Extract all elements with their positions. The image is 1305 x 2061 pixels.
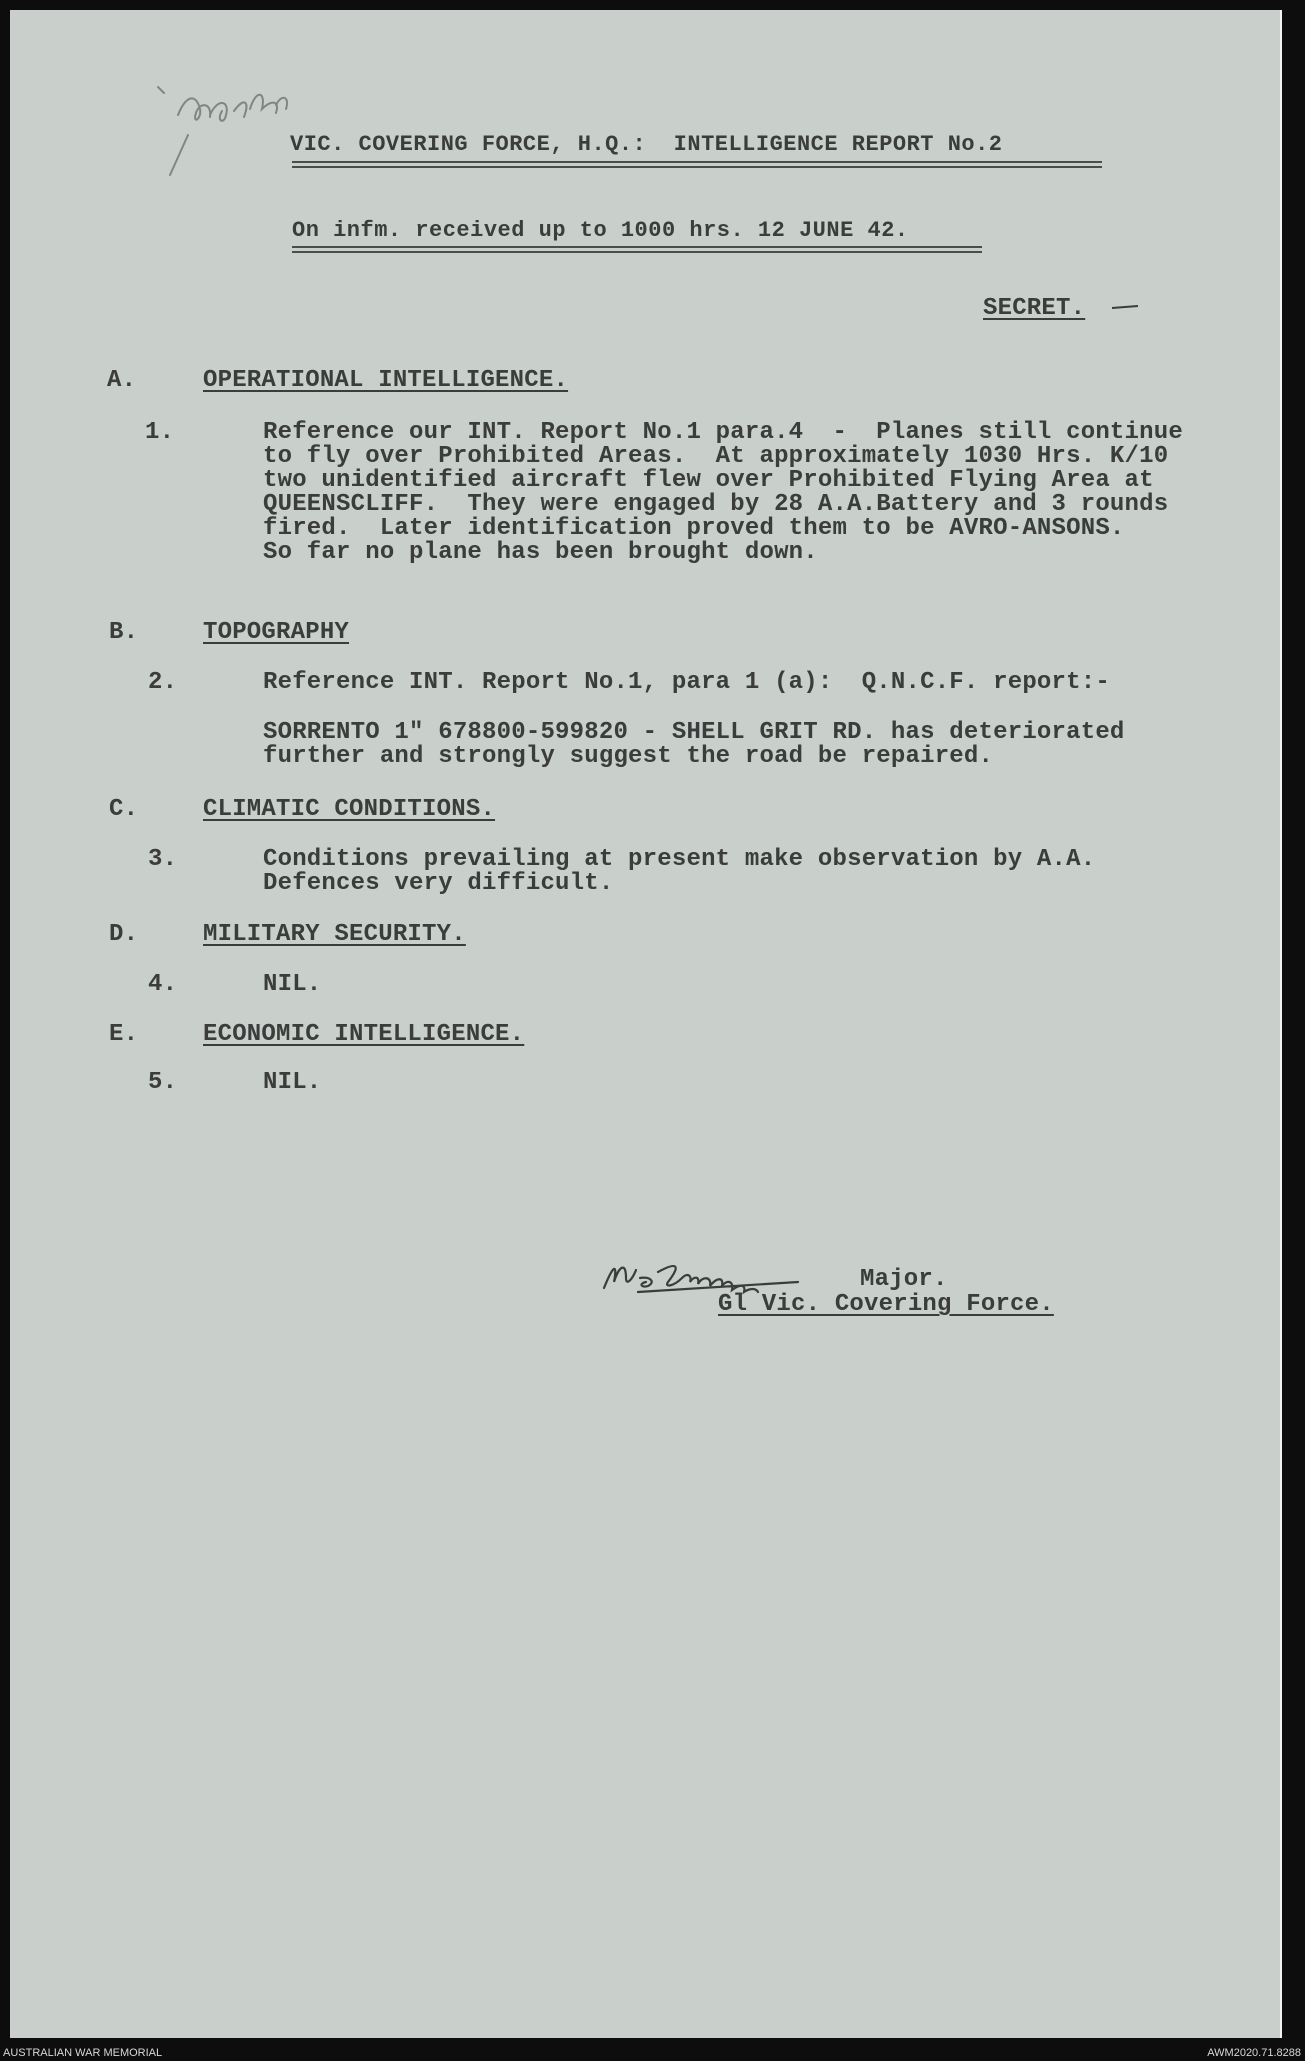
subheader-underline-2 — [292, 251, 982, 253]
section-c-letter: C. — [109, 796, 139, 823]
section-e-letter: E. — [109, 1021, 139, 1048]
para-5-line: NIL. — [263, 1069, 322, 1096]
section-a-title: OPERATIONAL INTELLIGENCE. — [203, 367, 569, 394]
para-3-line: Defences very difficult. — [263, 870, 614, 897]
para-1-number: 1. — [145, 419, 175, 446]
section-d-letter: D. — [109, 921, 139, 948]
section-e-title: ECONOMIC INTELLIGENCE. — [203, 1021, 525, 1048]
section-a-letter: A. — [107, 367, 137, 394]
section-c-title: CLIMATIC CONDITIONS. — [203, 796, 496, 823]
report-header: VIC. COVERING FORCE, H.Q.: INTELLIGENCE REPORT No.2 — [290, 132, 1003, 157]
para-1-line: So far no plane has been brought down. — [263, 539, 818, 566]
para-2-number: 2. — [148, 669, 178, 696]
para-4-number: 4. — [148, 971, 178, 998]
report-subheader: On infm. received up to 1000 hrs. 12 JUNE 42. — [292, 218, 909, 243]
para-5-number: 5. — [148, 1069, 178, 1096]
para-1-line: two unidentified aircraft flew over Prohibited Flying Area at — [263, 467, 1154, 494]
handwritten-note — [150, 75, 330, 185]
para-2-line: Reference INT. Report No.1, para 1 (a): Q.N.C.F. report:- — [263, 669, 1110, 696]
para-3-number: 3. — [148, 846, 178, 873]
para-1-line: QUEENSCLIFF. They were engaged by 28 A.A.Battery and 3 rounds — [263, 491, 1169, 518]
para-1-line: fired. Later identification proved them to be AVRO-ANSONS. — [263, 515, 1125, 542]
section-d-title: MILITARY SECURITY. — [203, 921, 466, 948]
footer-institution: AUSTRALIAN WAR MEMORIAL — [3, 2047, 163, 2059]
pen-mark — [1110, 300, 1140, 312]
header-underline — [292, 161, 1102, 163]
header-underline-2 — [292, 166, 1102, 168]
signature-rank: Major. — [860, 1266, 948, 1293]
para-3-line: Conditions prevailing at present make observation by A.A. — [263, 846, 1096, 873]
para-4-line: NIL. — [263, 971, 322, 998]
subheader-underline — [292, 246, 982, 248]
signature-appointment: Gl Vic. Covering Force. — [718, 1291, 1054, 1318]
classification-mark: SECRET. — [983, 295, 1086, 322]
footer-accession-number: AWM2020.71.8288 — [1207, 2047, 1301, 2059]
section-b-title: TOPOGRAPHY — [203, 619, 350, 646]
para-2-line: SORRENTO 1" 678800-599820 - SHELL GRIT RD. has deteriorated — [263, 719, 1125, 746]
para-1-line: to fly over Prohibited Areas. At approximately 1030 Hrs. K/10 — [263, 443, 1169, 470]
para-1-line: Reference our INT. Report No.1 para.4 - Planes still continue — [263, 419, 1183, 446]
document-page — [10, 10, 1282, 2038]
section-b-letter: B. — [109, 619, 139, 646]
para-2-line: further and strongly suggest the road be repaired. — [263, 743, 994, 770]
